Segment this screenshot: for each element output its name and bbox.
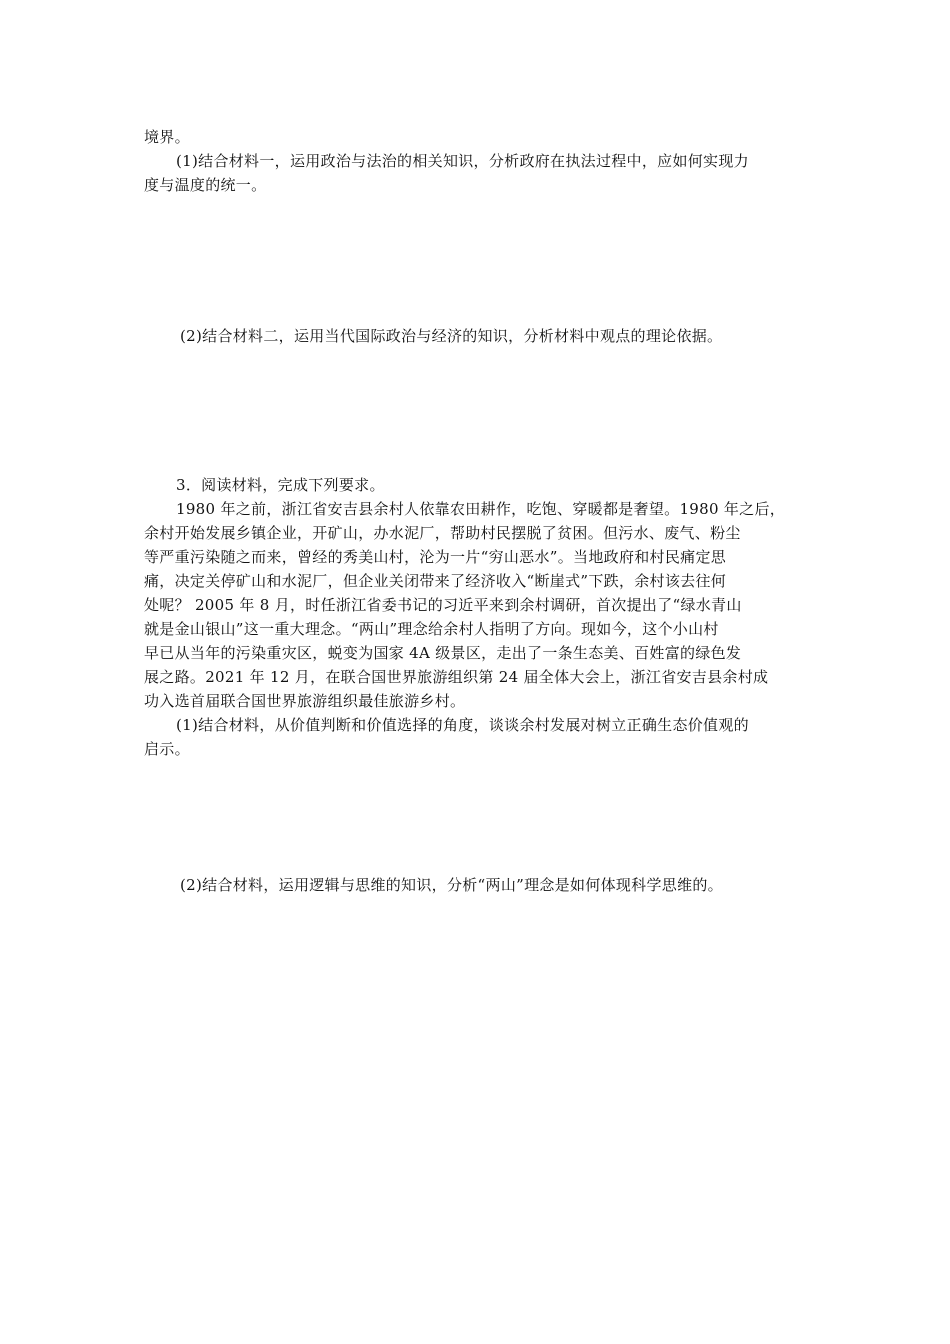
question-1-line: 度与温度的统一。: [144, 176, 267, 194]
material-line: 早已从当年的污染重灾区，蜕变为国家 4A 级景区，走出了一条生态美、百姓富的绿色发: [144, 644, 742, 662]
material-line: 处呢？ 2005 年 8 月，时任浙江省委书记的习近平来到余村调研，首次提出了“绿水青山: [144, 596, 742, 614]
question-3-block: [144, 473, 808, 761]
question-3-1-line: 启示。: [144, 740, 190, 758]
question-block-2: [144, 324, 808, 348]
question-2-text: (2)结合材料二，运用当代国际政治与经济的知识，分析材料中观点的理论依据。: [180, 327, 723, 345]
question-3-heading: 3．阅读材料，完成下列要求。: [176, 476, 385, 494]
material-line: 余村开始发展乡镇企业，开矿山，办水泥厂，帮助村民摆脱了贫困。但污水、废气、粉尘: [144, 524, 741, 542]
material-line: 展之路。2021 年 12 月，在联合国世界旅游组织第 24 届全体大会上，浙江省安吉县余村成: [144, 668, 769, 686]
material-line: 就是金山银山”这一重大理念。“两山”理念给余村人指明了方向。现如今，这个小山村: [144, 620, 719, 638]
material-line: 痛，决定关停矿山和水泥厂，但企业关闭带来了经济收入“断崖式”下跌，余村该去往何: [144, 572, 727, 590]
question-block-1: [144, 125, 808, 197]
question-3-2-text: (2)结合材料，运用逻辑与思维的知识，分析“两山”理念是如何体现科学思维的。: [180, 876, 723, 894]
material-line: 等严重污染随之而来，曾经的秀美山村，沦为一片“穷山恶水”。当地政府和村民痛定思: [144, 548, 727, 566]
material-line: 1980 年之前，浙江省安吉县余村人依靠农田耕作，吃饱、穿暖都是奢望。1980 年之后，: [176, 500, 786, 518]
text-line: 境界。: [144, 128, 190, 146]
material-line: 功入选首届联合国世界旅游组织最佳旅游乡村。: [144, 692, 466, 710]
question-3-1-line: (1)结合材料，从价值判断和价值选择的角度，谈谈余村发展对树立正确生态价值观的: [176, 716, 749, 734]
question-1-line: (1)结合材料一，运用政治与法治的相关知识，分析政府在执法过程中，应如何实现力: [176, 152, 749, 170]
question-3-2-block: [144, 873, 808, 897]
